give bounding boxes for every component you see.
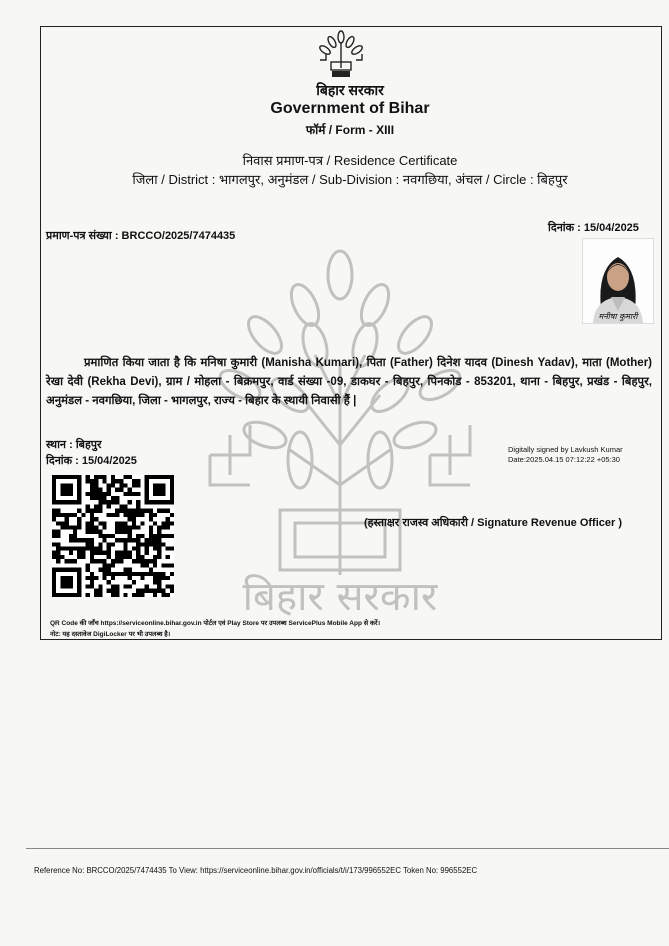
bihar-emblem-watermark [205,245,475,635]
government-title-english: Government of Bihar [270,100,430,117]
certificate-body: प्रमाणित किया जाता है कि मनिषा कुमारी (Manisha Kumari), पिता (Father) दिनेश यादव (Dinesh Yadav), माता (Mother) रेखा देवी (Rekha Devi), ग्राम / मोहला - बिक्रमपुर, वार्ड संख्या -09, डाकघर - बिहपुर, पिनकोड - 853201, थाना - बिहपुर, प्रखंड - बिहपुर, अनुमंडल - नवगछिया, जिला - भागलपुर, राज्य - बिहार के स्थायी निवासी हैं | [46,357,652,407]
reference-footer: Reference No: BRCCO/2025/7474435 To View: https://serviceonline.bihar.gov.in/officials/t/i/173/996552EC Token No: 996552EC [34,866,478,875]
certificate-date: दिनांक : 15/04/2025 [548,222,639,234]
footer-divider [26,848,669,849]
photo-signature: मनीषा कुमारी [598,312,638,321]
digital-signature-name: Digitally signed by Lavkush Kumar [508,445,623,454]
qr-verification-note: QR Code की जाँच https://serviceonline.bihar.gov.in पोर्टल एवं Play Store पर उपलब्ध ServicePlus Mobile App से करें। [50,620,381,627]
government-title-hindi: बिहार सरकार [316,82,384,98]
district-line: जिला / District : भागलपुर, अनुमंडल / Sub-Division : नवगछिया, अंचल / Circle : बिहपुर [132,172,568,187]
signatory-label: (हस्ताक्षर राजस्व अधिकारी / Signature Revenue Officer ) [364,517,623,529]
digilocker-note: नोट: यह दस्तावेज DigiLocker पर भी उपलब्ध है। [50,631,171,638]
verification-qr-code [52,475,174,597]
bihar-emblem-icon [316,30,366,78]
certificate-title: निवास प्रमाण-पत्र / Residence Certificate [242,153,458,168]
watermark-text: बिहार सरकार [242,574,438,620]
applicant-photo [582,238,654,324]
certificate-number: प्रमाण-पत्र संख्या : BRCCO/2025/7474435 [46,230,236,242]
digital-signature-date: Date:2025.04.15 07:12:22 +05:30 [508,455,620,464]
place-line: स्थान : बिहपुर [46,439,102,451]
form-number: फॉर्म / Form - XIII [305,123,395,137]
issue-date-line: दिनांक : 15/04/2025 [46,455,137,467]
